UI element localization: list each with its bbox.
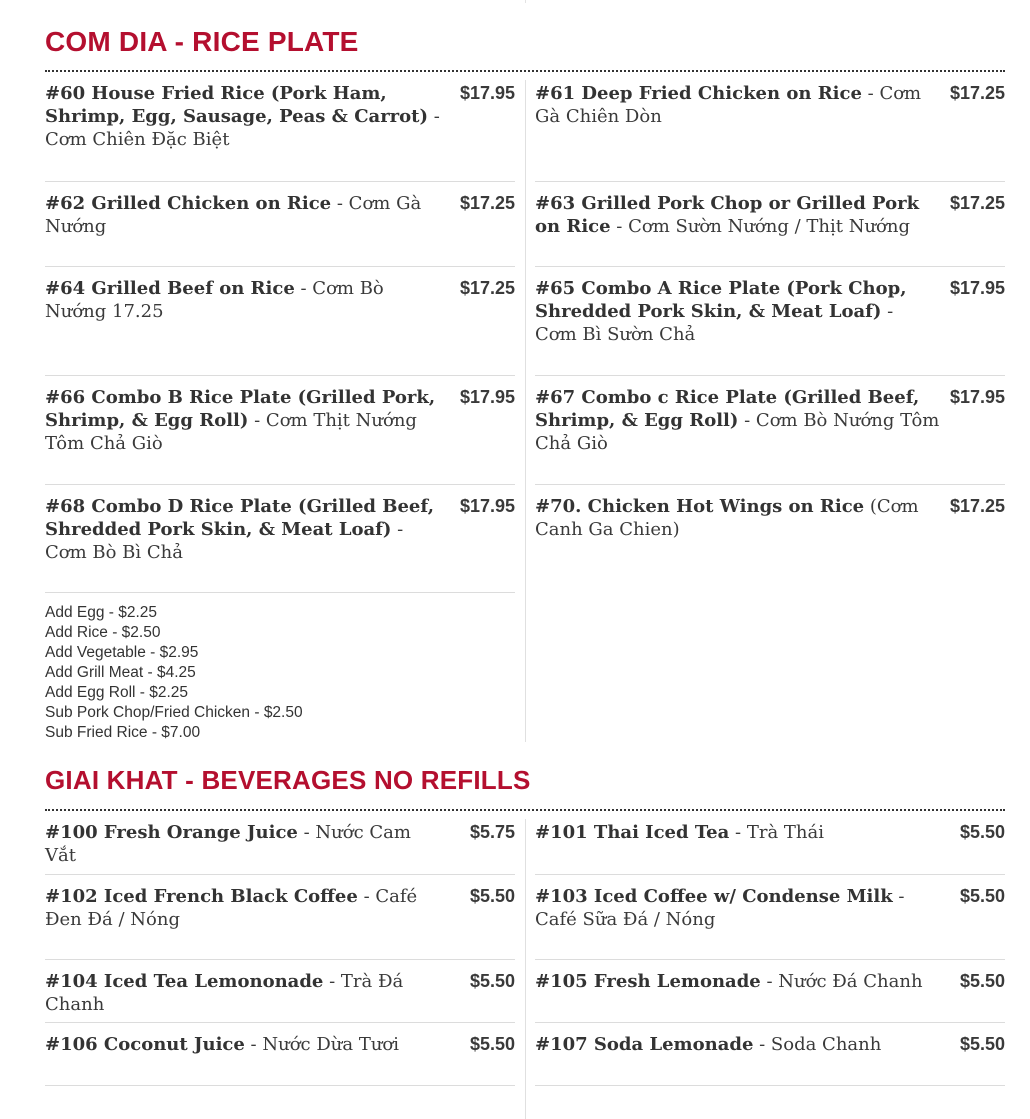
column-divider	[525, 80, 526, 742]
rice-grid	[45, 72, 1005, 743]
item-price: $17.25	[459, 193, 515, 213]
item-name: #107 Soda Lemonade	[535, 1034, 754, 1055]
item-name: #60 House Fried Rice (Pork Ham, Shrimp, Egg, Sausage, Peas & Carrot)	[45, 83, 428, 127]
item-price: $5.50	[959, 886, 1005, 906]
add-ons-list	[45, 593, 515, 743]
item-price: $17.95	[459, 83, 515, 103]
item-viet-name: - Nước Dừa Tươi	[244, 1034, 400, 1055]
item-viet-name: - Cơm Bì Sườn Chả	[535, 301, 894, 345]
item-name: #67 Combo c Rice Plate (Grilled Beef, Shrimp, & Egg Roll)	[535, 387, 920, 431]
item-price: $5.50	[959, 822, 1005, 842]
item-name: #70. Chicken Hot Wings on Rice	[535, 496, 865, 517]
item-viet-name: - Cơm Bò Nướng Tôm Chả Giò	[535, 410, 940, 454]
item-price: $17.25	[459, 278, 515, 298]
item-viet-name: - Café Đen Đá / Nóng	[45, 886, 418, 930]
item-name: #102 Iced French Black Coffee	[45, 886, 358, 907]
beverages-section	[45, 765, 1005, 1086]
menu-item-107	[535, 1023, 1005, 1086]
item-name: #105 Fresh Lemonade	[535, 971, 761, 992]
menu-item-106	[45, 1023, 515, 1086]
menu-item-68	[45, 485, 515, 593]
section-title-rice: COM DIA - RICE PLATE	[45, 26, 359, 57]
menu-item-100	[45, 811, 515, 875]
item-viet-name: - Cơm Gà Nướng	[45, 193, 422, 237]
item-price: $17.95	[459, 496, 515, 516]
beverages-left-column	[45, 811, 515, 1086]
column-divider-top	[525, 0, 526, 3]
menu-item-64	[45, 267, 515, 376]
item-name: #104 Iced Tea Lemononade	[45, 971, 324, 992]
item-price: $5.50	[469, 1034, 515, 1054]
item-price: $5.50	[959, 1034, 1005, 1054]
item-price: $17.25	[949, 496, 1005, 516]
column-divider	[525, 819, 526, 1119]
add-on-item: Add Egg - $2.25	[45, 604, 158, 621]
menu-item-65	[535, 267, 1005, 376]
item-price: $17.95	[459, 387, 515, 407]
item-viet-name: - Cơm Chiên Đặc Biệt	[45, 106, 440, 150]
beverages-grid	[45, 811, 1005, 1086]
item-name: #61 Deep Fried Chicken on Rice	[535, 83, 862, 104]
item-price: $17.25	[949, 83, 1005, 103]
menu-item-101	[535, 811, 1005, 875]
item-viet-name: - Café Sữa Đá / Nóng	[535, 886, 905, 930]
item-name: #62 Grilled Chicken on Rice	[45, 193, 332, 214]
item-name: #100 Fresh Orange Juice	[45, 822, 298, 843]
item-viet-name: - Cơm Bò Bì Chả	[45, 519, 404, 563]
item-viet-name: - Cơm Bò Nướng 17.25	[45, 278, 384, 322]
menu-item-67	[535, 376, 1005, 485]
item-name: #68 Combo D Rice Plate (Grilled Beef, Shredded Pork Skin, & Meat Loaf)	[45, 496, 434, 540]
menu-item-70	[535, 485, 1005, 593]
item-name: #65 Combo A Rice Plate (Pork Chop, Shredded Pork Skin, & Meat Loaf)	[535, 278, 907, 322]
menu-item-102	[45, 875, 515, 960]
item-name: #64 Grilled Beef on Rice	[45, 278, 295, 299]
menu-item-63	[535, 182, 1005, 267]
item-price: $5.50	[959, 971, 1005, 991]
menu-item-103	[535, 875, 1005, 960]
menu-item-66	[45, 376, 515, 485]
item-viet-name: - Nước Cam Vắt	[45, 822, 411, 866]
rice-left-column	[45, 72, 515, 743]
menu-item-105	[535, 960, 1005, 1023]
add-on-item: Sub Fried Rice - $7.00	[45, 724, 201, 741]
add-on-item: Add Vegetable - $2.95	[45, 644, 199, 661]
item-name: #103 Iced Coffee w/ Condense Milk	[535, 886, 893, 907]
rice-right-column	[535, 72, 1005, 743]
item-name: #63 Grilled Pork Chop or Grilled Pork on Rice	[535, 193, 920, 237]
item-price: $5.50	[469, 886, 515, 906]
item-price: $17.95	[949, 278, 1005, 298]
rice-plate-section	[45, 26, 1005, 743]
section-title-beverages: GIAI KHAT - BEVERAGES NO REFILLS	[45, 765, 531, 795]
menu-item-61	[535, 72, 1005, 182]
add-on-item: Add Egg Roll - $2.25	[45, 684, 189, 701]
item-price: $17.25	[949, 193, 1005, 213]
item-viet-name: - Cơm Gà Chiên Dòn	[535, 83, 922, 127]
item-price: $5.75	[469, 822, 515, 842]
item-viet-name: (Cơm Canh Ga Chien)	[535, 496, 919, 540]
item-name: #106 Coconut Juice	[45, 1034, 245, 1055]
item-viet-name: - Soda Chanh	[753, 1034, 882, 1055]
add-on-item: Sub Pork Chop/Fried Chicken - $2.50	[45, 704, 303, 721]
item-viet-name: - Trà Thái	[729, 822, 824, 843]
item-viet-name: - Cơm Thịt Nướng Tôm Chả Giò	[45, 410, 417, 454]
item-viet-name: - Cơm Sườn Nướng / Thịt Nướng	[610, 216, 910, 237]
item-viet-name: - Nước Đá Chanh	[760, 971, 923, 992]
menu-item-62	[45, 182, 515, 267]
add-on-item: Add Rice - $2.50	[45, 624, 161, 641]
add-on-item: Add Grill Meat - $4.25	[45, 664, 196, 681]
item-viet-name: - Trà Đá Chanh	[45, 971, 404, 1015]
beverages-right-column	[535, 811, 1005, 1086]
item-name: #66 Combo B Rice Plate (Grilled Pork, Shrimp, & Egg Roll)	[45, 387, 436, 431]
item-price: $5.50	[469, 971, 515, 991]
menu-item-104	[45, 960, 515, 1023]
item-price: $17.95	[949, 387, 1005, 407]
item-name: #101 Thai Iced Tea	[535, 822, 730, 843]
menu-item-60	[45, 72, 515, 182]
